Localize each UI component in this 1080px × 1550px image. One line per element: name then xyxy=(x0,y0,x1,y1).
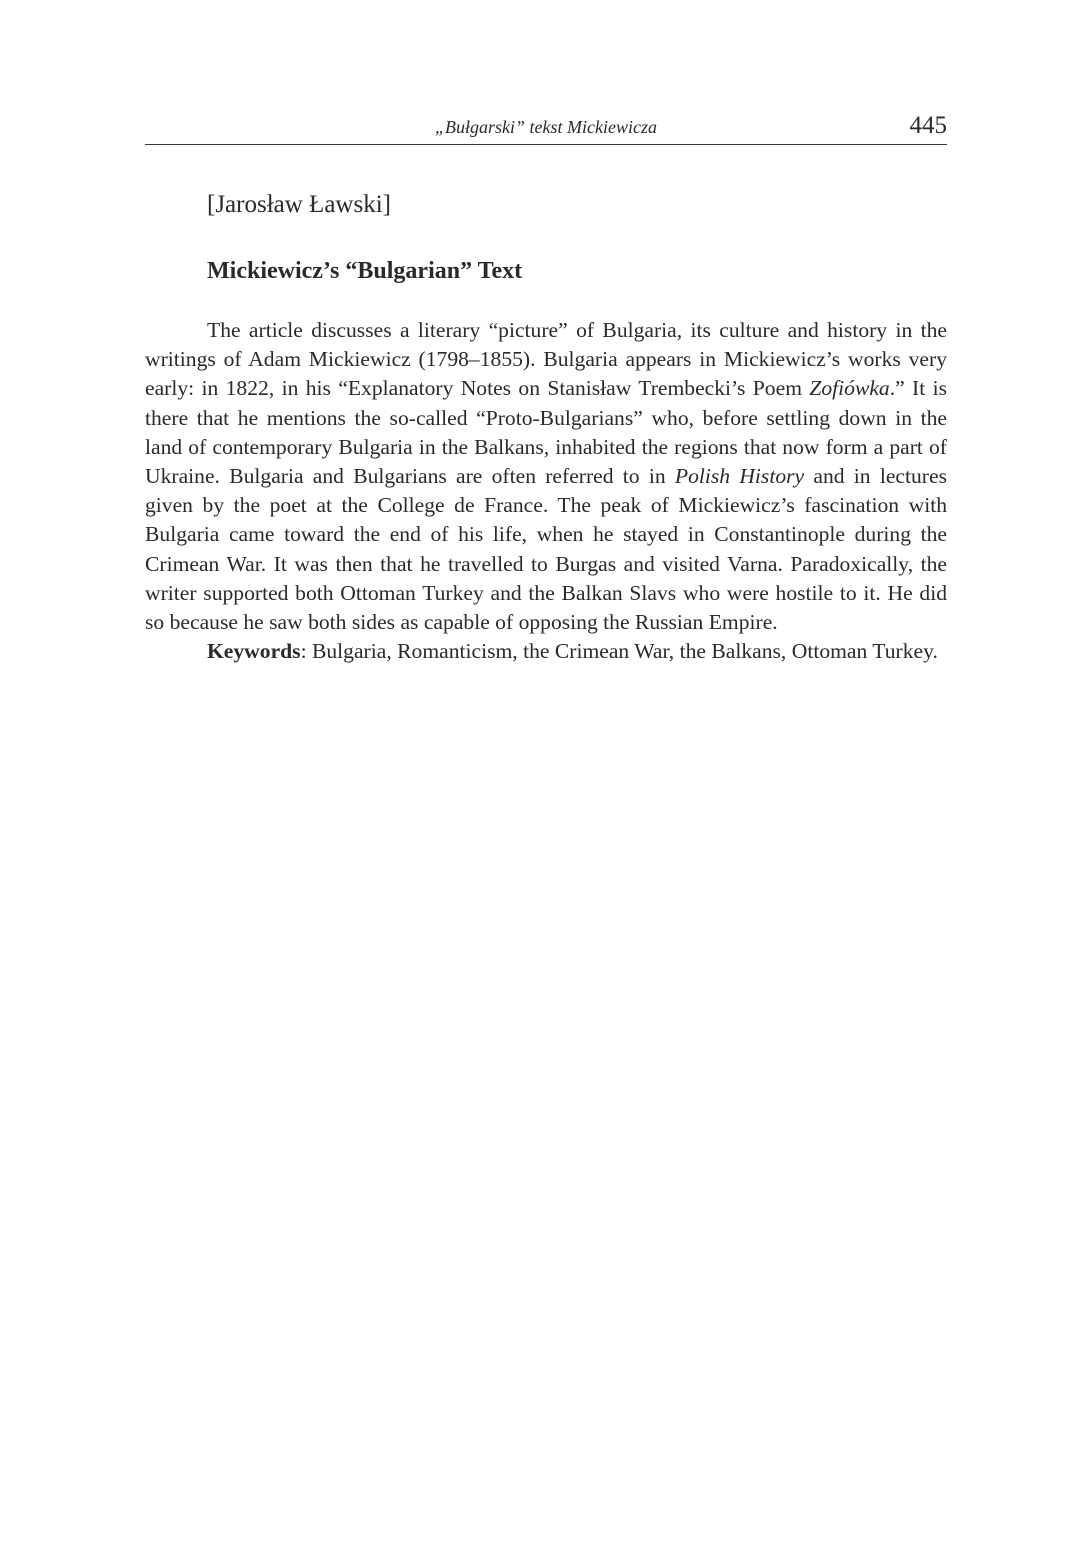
abstract-text-2: .” It is there that he mentions the so-called “Proto-Bulgarians” who, before settling down in the land of contemporary Bulgaria in the Balkans, inhabited the regions that now form a part of Ukraine. Bulgaria and Bulgarians are often referred to in xyxy=(145,376,947,489)
abstract-text-3: and in lectures given by the poet at the College de France. The peak of Mickiewicz’s fascination with Bulgaria came toward the end of his life, when he stayed in Constantinople during the Crimean War. It was then that he travelled to Burgas and visited Varna. Paradoxically, the writer supported both Ottoman Turkey and the Balkan Slavs who were hostile to it. He did so because he saw both sides as capable of opposing the Russian Empire. xyxy=(145,464,947,635)
abstract-italic-polish-history: Polish History xyxy=(674,464,805,489)
keywords-text: : Bulgaria, Romanticism, the Crimean War, the Balkans, Ottoman Turkey. xyxy=(300,639,938,664)
keywords-label: Keywords xyxy=(207,639,301,664)
abstract-paragraph xyxy=(145,316,947,637)
running-head xyxy=(145,112,947,145)
author-name: [Jarosław Ławski] xyxy=(207,191,391,218)
abstract xyxy=(145,316,947,666)
abstract-text-1: The article discusses a literary “picture” of Bulgaria, its culture and history in the writings of Adam Mickiewicz (1798–1855). Bulgaria appears in Mickiewicz’s works very early: in 1822, in his “Explanatory Notes on Stanisław Trembecki’s Poem xyxy=(145,318,947,401)
keywords-paragraph xyxy=(145,637,947,666)
article-title: Mickiewicz’s “Bulgarian” Text xyxy=(207,258,523,284)
page-number: 445 xyxy=(909,112,947,139)
abstract-italic-zofiowka: Zofiówka xyxy=(809,376,890,401)
running-title: „Bułgarski” tekst Mickiewicza xyxy=(435,117,657,137)
